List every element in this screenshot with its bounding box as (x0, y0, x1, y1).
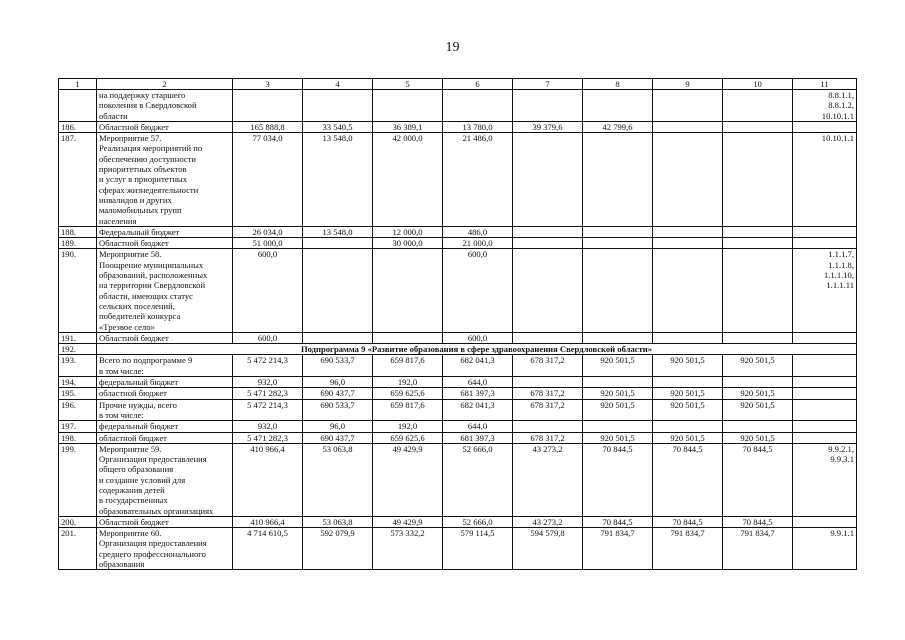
amount-cell: 53 063,8 (303, 516, 373, 527)
amount-cell: 681 397,3 (443, 388, 513, 399)
table-row (59, 377, 857, 388)
table-row (59, 121, 857, 132)
amount-cell: 42 799,6 (583, 121, 653, 132)
amount-cell: 659 817,6 (373, 355, 443, 377)
target-codes: 10.10.1.1 (793, 133, 857, 227)
amount-cell (513, 238, 583, 249)
amount-cell (723, 238, 793, 249)
amount-cell: 39 379,6 (513, 121, 583, 132)
amount-cell: 52 666,0 (443, 443, 513, 516)
amount-cell (583, 226, 653, 237)
amount-cell: 690 533,7 (303, 355, 373, 377)
amount-cell: 52 666,0 (443, 516, 513, 527)
row-description: областной бюджет (97, 432, 233, 443)
amount-cell: 600,0 (443, 249, 513, 332)
amount-cell (513, 90, 583, 122)
amount-cell: 43 273,2 (513, 516, 583, 527)
column-header: 9 (653, 79, 723, 90)
amount-cell (303, 249, 373, 332)
amount-cell (653, 226, 723, 237)
amount-cell: 21 000,0 (443, 238, 513, 249)
amount-cell (513, 133, 583, 227)
row-description: Всего по подпрограмме 9 в том числе: (97, 355, 233, 377)
row-description: Федеральный бюджет (97, 226, 233, 237)
amount-cell (513, 249, 583, 332)
row-description: Мероприятие 60. Организация предоставления среднего профессионального образования (97, 528, 233, 570)
row-number: 194. (59, 377, 97, 388)
amount-cell (653, 133, 723, 227)
table-row (59, 332, 857, 343)
amount-cell: 13 548,0 (303, 226, 373, 237)
subprogram-row (59, 344, 857, 355)
row-description: Областной бюджет (97, 121, 233, 132)
amount-cell: 486,0 (443, 226, 513, 237)
amount-cell: 659 625,6 (373, 432, 443, 443)
amount-cell (233, 90, 303, 122)
amount-cell: 21 486,0 (443, 133, 513, 227)
target-codes: 8.8.1.1, 8.8.1.2, 10.10.1.1 (793, 90, 857, 122)
amount-cell: 12 000,0 (373, 226, 443, 237)
column-header: 10 (723, 79, 793, 90)
column-header: 11 (793, 79, 857, 90)
amount-cell: 791 834,7 (723, 528, 793, 570)
amount-cell: 5 472 214,3 (233, 355, 303, 377)
amount-cell: 26 034,0 (233, 226, 303, 237)
row-description: Мероприятие 59. Организация предоставления общего образования и создание условий для содержания детей в государственных образовательных организациях (97, 443, 233, 516)
amount-cell: 920 501,5 (653, 399, 723, 421)
amount-cell (723, 332, 793, 343)
amount-cell (443, 90, 513, 122)
column-header: 8 (583, 79, 653, 90)
target-codes (793, 432, 857, 443)
header-row (59, 79, 857, 90)
amount-cell (653, 249, 723, 332)
column-header: 6 (443, 79, 513, 90)
table-row (59, 90, 857, 122)
amount-cell: 4 714 610,5 (233, 528, 303, 570)
amount-cell: 13 780,0 (443, 121, 513, 132)
amount-cell: 36 389,1 (373, 121, 443, 132)
row-number: 189. (59, 238, 97, 249)
amount-cell (583, 332, 653, 343)
amount-cell: 5 472 214,3 (233, 399, 303, 421)
amount-cell: 600,0 (443, 332, 513, 343)
amount-cell (303, 90, 373, 122)
amount-cell: 690 533,7 (303, 399, 373, 421)
row-description: Областной бюджет (97, 238, 233, 249)
amount-cell (513, 377, 583, 388)
target-codes (793, 226, 857, 237)
amount-cell: 682 041,3 (443, 355, 513, 377)
row-number: 188. (59, 226, 97, 237)
table-row (59, 388, 857, 399)
amount-cell: 600,0 (233, 332, 303, 343)
amount-cell (583, 249, 653, 332)
row-number (59, 90, 97, 122)
target-codes (793, 377, 857, 388)
amount-cell: 920 501,5 (723, 399, 793, 421)
amount-cell (583, 90, 653, 122)
amount-cell: 659 625,6 (373, 388, 443, 399)
amount-cell: 920 501,5 (723, 432, 793, 443)
amount-cell: 920 501,5 (583, 399, 653, 421)
target-codes: 9.9.2.1, 9.9.3.1 (793, 443, 857, 516)
amount-cell (653, 238, 723, 249)
column-header: 3 (233, 79, 303, 90)
row-description: федеральный бюджет (97, 421, 233, 432)
amount-cell (653, 332, 723, 343)
row-number: 190. (59, 249, 97, 332)
amount-cell: 600,0 (233, 249, 303, 332)
amount-cell (653, 121, 723, 132)
amount-cell: 70 844,5 (723, 443, 793, 516)
row-number: 187. (59, 133, 97, 227)
amount-cell: 678 317,2 (513, 399, 583, 421)
target-codes (793, 388, 857, 399)
amount-cell (373, 249, 443, 332)
table-row (59, 516, 857, 527)
amount-cell: 678 317,2 (513, 355, 583, 377)
target-codes: 1.1.1.7, 1.1.1.8, 1.1.1.10, 1.1.1.11 (793, 249, 857, 332)
row-description: Прочие нужды, всего в том числе: (97, 399, 233, 421)
amount-cell: 579 114,5 (443, 528, 513, 570)
amount-cell (583, 238, 653, 249)
amount-cell: 96,0 (303, 421, 373, 432)
amount-cell (723, 133, 793, 227)
row-description: Областной бюджет (97, 516, 233, 527)
amount-cell (303, 332, 373, 343)
table-row (59, 528, 857, 570)
amount-cell (653, 377, 723, 388)
amount-cell: 77 034,0 (233, 133, 303, 227)
amount-cell: 920 501,5 (723, 355, 793, 377)
row-number: 186. (59, 121, 97, 132)
amount-cell (583, 421, 653, 432)
amount-cell: 192,0 (373, 377, 443, 388)
amount-cell (513, 332, 583, 343)
amount-cell (303, 238, 373, 249)
amount-cell: 51 000,0 (233, 238, 303, 249)
target-codes (793, 399, 857, 421)
amount-cell: 165 888,8 (233, 121, 303, 132)
target-codes (793, 121, 857, 132)
amount-cell: 96,0 (303, 377, 373, 388)
table-row (59, 399, 857, 421)
target-codes (793, 355, 857, 377)
amount-cell: 932,0 (233, 421, 303, 432)
amount-cell (723, 421, 793, 432)
row-number: 197. (59, 421, 97, 432)
amount-cell: 70 844,5 (583, 516, 653, 527)
amount-cell: 53 063,8 (303, 443, 373, 516)
amount-cell: 410 966,4 (233, 443, 303, 516)
amount-cell: 920 501,5 (723, 388, 793, 399)
amount-cell: 678 317,2 (513, 388, 583, 399)
target-codes (793, 238, 857, 249)
row-number: 198. (59, 432, 97, 443)
table-row (59, 421, 857, 432)
row-description: областной бюджет (97, 388, 233, 399)
column-header: 1 (59, 79, 97, 90)
amount-cell: 920 501,5 (653, 388, 723, 399)
amount-cell: 33 540,5 (303, 121, 373, 132)
row-number: 191. (59, 332, 97, 343)
amount-cell: 70 844,5 (723, 516, 793, 527)
table-row (59, 238, 857, 249)
amount-cell: 920 501,5 (653, 355, 723, 377)
row-description: Мероприятие 57. Реализация мероприятий по обеспечению доступности приоритетных объектов и услуг в приоритетных сферах жизнедеятельности инвалидов и других маломобильных групп населения (97, 133, 233, 227)
amount-cell: 42 000,0 (373, 133, 443, 227)
amount-cell (513, 226, 583, 237)
row-number: 200. (59, 516, 97, 527)
row-description: Областной бюджет (97, 332, 233, 343)
table-row (59, 443, 857, 516)
amount-cell (723, 226, 793, 237)
target-codes (793, 332, 857, 343)
amount-cell: 70 844,5 (583, 443, 653, 516)
amount-cell: 920 501,5 (653, 432, 723, 443)
amount-cell: 5 471 282,3 (233, 432, 303, 443)
amount-cell: 791 834,7 (583, 528, 653, 570)
amount-cell: 70 844,5 (653, 443, 723, 516)
column-header: 2 (97, 79, 233, 90)
amount-cell: 573 332,2 (373, 528, 443, 570)
amount-cell: 678 317,2 (513, 432, 583, 443)
amount-cell: 49 429,9 (373, 443, 443, 516)
column-header: 7 (513, 79, 583, 90)
amount-cell (653, 421, 723, 432)
amount-cell (373, 90, 443, 122)
amount-cell: 644,0 (443, 421, 513, 432)
amount-cell: 932,0 (233, 377, 303, 388)
amount-cell (723, 121, 793, 132)
amount-cell: 920 501,5 (583, 432, 653, 443)
amount-cell (723, 90, 793, 122)
table-row (59, 249, 857, 332)
amount-cell: 681 397,3 (443, 432, 513, 443)
amount-cell: 13 548,0 (303, 133, 373, 227)
budget-table (58, 78, 857, 570)
amount-cell: 920 501,5 (583, 355, 653, 377)
amount-cell: 659 817,6 (373, 399, 443, 421)
table-row (59, 355, 857, 377)
amount-cell: 682 041,3 (443, 399, 513, 421)
amount-cell (723, 377, 793, 388)
amount-cell: 410 966,4 (233, 516, 303, 527)
target-codes (793, 421, 857, 432)
amount-cell (583, 133, 653, 227)
row-number: 196. (59, 399, 97, 421)
table-row (59, 133, 857, 227)
amount-cell: 30 000,0 (373, 238, 443, 249)
table-row (59, 432, 857, 443)
table-row (59, 226, 857, 237)
amount-cell (373, 332, 443, 343)
row-number: 195. (59, 388, 97, 399)
row-number: 192. (59, 344, 97, 355)
subprogram-title: Подпрограмма 9 «Развитие образования в сфере здравоохранения Свердловской области» (97, 344, 857, 355)
amount-cell: 49 429,9 (373, 516, 443, 527)
amount-cell (723, 249, 793, 332)
amount-cell: 791 834,7 (653, 528, 723, 570)
amount-cell: 5 471 282,3 (233, 388, 303, 399)
target-codes (793, 516, 857, 527)
row-number: 193. (59, 355, 97, 377)
row-description: федеральный бюджет (97, 377, 233, 388)
amount-cell: 644,0 (443, 377, 513, 388)
amount-cell: 592 079,9 (303, 528, 373, 570)
amount-cell: 690 437,7 (303, 388, 373, 399)
amount-cell: 70 844,5 (653, 516, 723, 527)
amount-cell (583, 377, 653, 388)
amount-cell (513, 421, 583, 432)
page-number: 19 (445, 40, 460, 55)
target-codes: 9.9.1.1 (793, 528, 857, 570)
row-description: на поддержку старшего поколения в Свердловской области (97, 90, 233, 122)
amount-cell (653, 90, 723, 122)
column-header: 4 (303, 79, 373, 90)
amount-cell: 192,0 (373, 421, 443, 432)
row-number: 201. (59, 528, 97, 570)
column-header: 5 (373, 79, 443, 90)
amount-cell: 43 273,2 (513, 443, 583, 516)
amount-cell: 594 579,8 (513, 528, 583, 570)
row-number: 199. (59, 443, 97, 516)
row-description: Мероприятие 58. Поощрение муниципальных образований, расположенных на территории Свердловской области, имеющих статус сельских поселений, победителей конкурса «Трезвое село» (97, 249, 233, 332)
amount-cell: 920 501,5 (583, 388, 653, 399)
amount-cell: 690 437,7 (303, 432, 373, 443)
